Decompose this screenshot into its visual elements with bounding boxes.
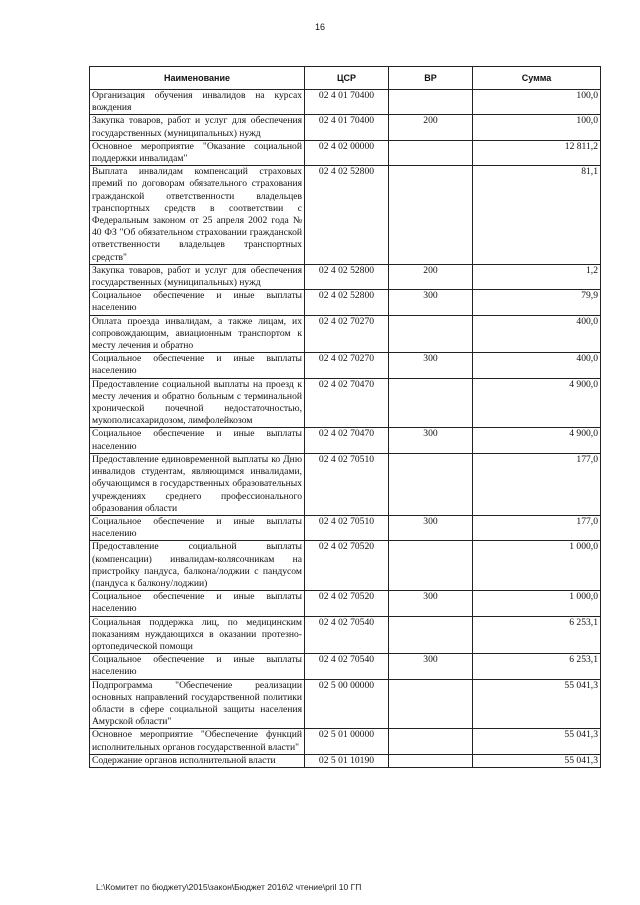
- row-name-cell: Выплата инвалидам компенсаций страховых премий по договорам обязательного страхования гражданской ответственности владельцев транспортных средств в соответствии с Федеральным законом от 25 апреля 2002 года № 40 ФЗ "Об обязательном страховании гражданской ответственности владельцев транспортных средств": [90, 166, 305, 265]
- row-name-cell: Основное мероприятие "Оказание социальной поддержки инвалидам": [90, 140, 305, 165]
- row-name-cell: Социальное обеспечение и иные выплаты населению: [90, 290, 305, 315]
- row-csr-cell: 02 4 02 70510: [305, 515, 389, 540]
- row-vr-cell: [389, 541, 473, 591]
- row-name-cell: Содержание органов исполнительной власти: [90, 754, 305, 767]
- row-csr-cell: 02 5 01 10190: [305, 754, 389, 767]
- row-name-cell: Оплата проезда инвалидам, а также лицам, их сопровождающим, авиационным транспортом к месту лечения и обратно: [90, 315, 305, 353]
- table-row: [90, 591, 601, 616]
- row-csr-cell: 02 5 01 00000: [305, 729, 389, 754]
- row-sum-cell: 4 900,0: [473, 428, 601, 453]
- row-vr-cell: [389, 315, 473, 353]
- footer-file-path: L:\Комитет по бюджету\2015\закон\Бюджет 2016\2 чтение\pril 10 ГП: [96, 882, 362, 892]
- row-csr-cell: 02 4 02 52800: [305, 290, 389, 315]
- row-vr-cell: [389, 90, 473, 115]
- row-sum-cell: 400,0: [473, 353, 601, 378]
- row-name-cell: Социальное обеспечение и иные выплаты населению: [90, 353, 305, 378]
- row-name-cell: Социальное обеспечение и иные выплаты населению: [90, 591, 305, 616]
- row-vr-cell: [389, 616, 473, 654]
- table-row: [90, 654, 601, 679]
- row-vr-cell: [389, 140, 473, 165]
- row-sum-cell: 1,2: [473, 264, 601, 289]
- table-row: [90, 353, 601, 378]
- row-name-cell: Социальное обеспечение и иные выплаты населению: [90, 428, 305, 453]
- table-row: [90, 115, 601, 140]
- row-csr-cell: 02 5 00 00000: [305, 679, 389, 729]
- table-row: [90, 290, 601, 315]
- row-vr-cell: 300: [389, 428, 473, 453]
- row-sum-cell: 177,0: [473, 515, 601, 540]
- page-number: 16: [314, 22, 325, 32]
- row-vr-cell: 200: [389, 115, 473, 140]
- row-sum-cell: 81,1: [473, 166, 601, 265]
- table-row: [90, 453, 601, 515]
- row-vr-cell: [389, 453, 473, 515]
- table-header-row: [90, 67, 601, 90]
- row-csr-cell: 02 4 02 70470: [305, 378, 389, 428]
- row-name-cell: Предоставление единовременной выплаты ко Дню инвалидов студентам, являющимся инвалидами, обучающимся в государственных образовательных учреждениях среднего профессионального образования области: [90, 453, 305, 515]
- row-csr-cell: 02 4 02 52800: [305, 166, 389, 265]
- header-sum: Сумма: [473, 67, 601, 90]
- row-vr-cell: 300: [389, 591, 473, 616]
- row-sum-cell: 4 900,0: [473, 378, 601, 428]
- row-csr-cell: 02 4 02 70510: [305, 453, 389, 515]
- row-vr-cell: 300: [389, 654, 473, 679]
- row-name-cell: Подпрограмма "Обеспечение реализации основных направлений государственной политики области в сфере социальной защиты населения Амурской области": [90, 679, 305, 729]
- row-sum-cell: 177,0: [473, 453, 601, 515]
- row-vr-cell: [389, 754, 473, 767]
- row-name-cell: Основное мероприятие "Обеспечение функций исполнительных органов государственной власти": [90, 729, 305, 754]
- row-sum-cell: 55 041,3: [473, 754, 601, 767]
- row-csr-cell: 02 4 01 70400: [305, 115, 389, 140]
- row-vr-cell: [389, 166, 473, 265]
- row-sum-cell: 12 811,2: [473, 140, 601, 165]
- row-sum-cell: 6 253,1: [473, 654, 601, 679]
- row-vr-cell: 300: [389, 290, 473, 315]
- table-row: [90, 515, 601, 540]
- row-sum-cell: 55 041,3: [473, 729, 601, 754]
- row-name-cell: Предоставление социальной выплаты (компенсации) инвалидам-колясочникам на пристройку пандуса, балкона/лоджии с пандусом (пандуса к балкону/лоджии): [90, 541, 305, 591]
- row-vr-cell: 300: [389, 515, 473, 540]
- row-sum-cell: 400,0: [473, 315, 601, 353]
- table-row: [90, 541, 601, 591]
- row-csr-cell: 02 4 02 70540: [305, 654, 389, 679]
- row-csr-cell: 02 4 02 70270: [305, 353, 389, 378]
- table-row: [90, 679, 601, 729]
- table-row: [90, 166, 601, 265]
- row-sum-cell: 1 000,0: [473, 541, 601, 591]
- row-csr-cell: 02 4 02 70470: [305, 428, 389, 453]
- row-csr-cell: 02 4 02 70520: [305, 591, 389, 616]
- row-vr-cell: 300: [389, 353, 473, 378]
- table-body: [90, 90, 601, 768]
- row-sum-cell: 55 041,3: [473, 679, 601, 729]
- row-name-cell: Закупка товаров, работ и услуг для обеспечения государственных (муниципальных) нужд: [90, 115, 305, 140]
- row-vr-cell: [389, 729, 473, 754]
- row-csr-cell: 02 4 02 00000: [305, 140, 389, 165]
- row-sum-cell: 100,0: [473, 90, 601, 115]
- row-csr-cell: 02 4 02 70270: [305, 315, 389, 353]
- row-vr-cell: [389, 378, 473, 428]
- row-sum-cell: 79,9: [473, 290, 601, 315]
- row-sum-cell: 1 000,0: [473, 591, 601, 616]
- row-name-cell: Предоставление социальной выплаты на проезд к месту лечения и обратно больным с терминальной хронической почечной недостаточностью, мукополисахаридозом, лимфолейкозом: [90, 378, 305, 428]
- row-name-cell: Социальное обеспечение и иные выплаты населению: [90, 515, 305, 540]
- table-row: [90, 264, 601, 289]
- table-row: [90, 378, 601, 428]
- row-sum-cell: 100,0: [473, 115, 601, 140]
- table-row: [90, 90, 601, 115]
- row-csr-cell: 02 4 02 52800: [305, 264, 389, 289]
- table-row: [90, 428, 601, 453]
- table-row: [90, 315, 601, 353]
- row-csr-cell: 02 4 01 70400: [305, 90, 389, 115]
- row-csr-cell: 02 4 02 70520: [305, 541, 389, 591]
- row-sum-cell: 6 253,1: [473, 616, 601, 654]
- table-row: [90, 616, 601, 654]
- row-csr-cell: 02 4 02 70540: [305, 616, 389, 654]
- row-vr-cell: [389, 679, 473, 729]
- header-csr: ЦСР: [305, 67, 389, 90]
- row-vr-cell: 200: [389, 264, 473, 289]
- row-name-cell: Закупка товаров, работ и услуг для обеспечения государственных (муниципальных) нужд: [90, 264, 305, 289]
- row-name-cell: Социальное обеспечение и иные выплаты населению: [90, 654, 305, 679]
- table-row: [90, 729, 601, 754]
- table-row: [90, 140, 601, 165]
- row-name-cell: Организация обучения инвалидов на курсах вождения: [90, 90, 305, 115]
- header-name: Наименование: [90, 67, 305, 90]
- header-vr: ВР: [389, 67, 473, 90]
- table-row: [90, 754, 601, 767]
- budget-table: [89, 66, 601, 768]
- row-name-cell: Социальная поддержка лиц, по медицинским показаниям нуждающихся в оказании протезно-ортопедической помощи: [90, 616, 305, 654]
